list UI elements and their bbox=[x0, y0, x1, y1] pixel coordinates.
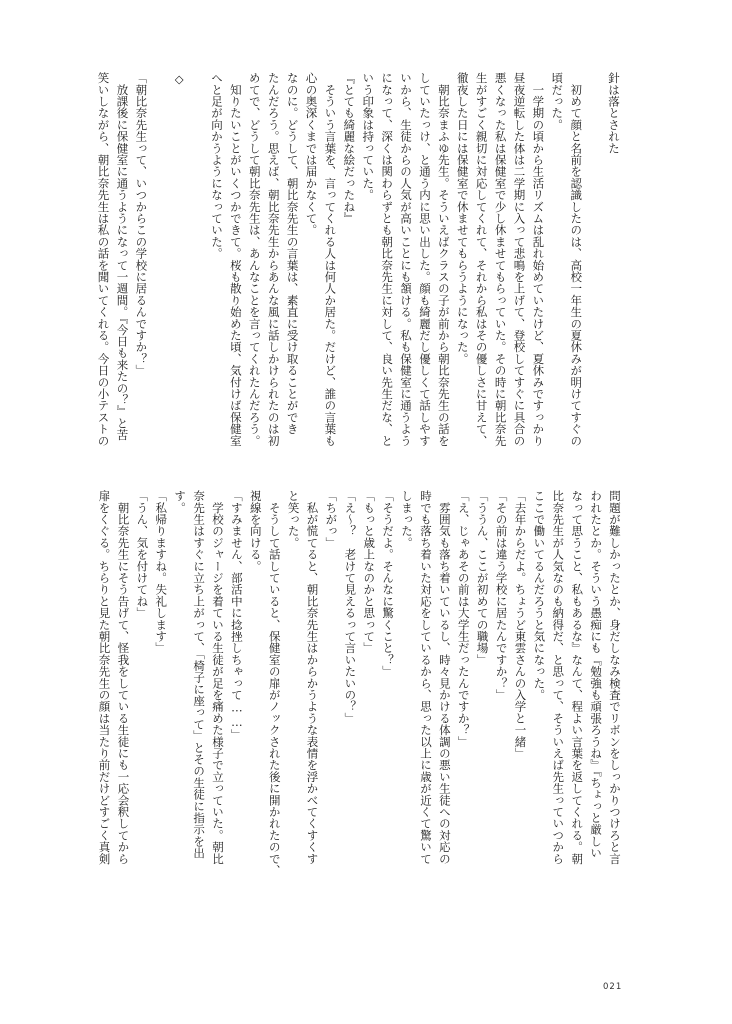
lower-text-line: 問題が難しかったとか、身だしなみ検査でリボンをしっかりつけろと言 bbox=[608, 490, 622, 865]
upper-text-block bbox=[96, 72, 623, 467]
upper-text-line: 『とても綺麗な絵だったね』 bbox=[342, 72, 357, 225]
upper-text-line: へと足が向かうようになっていた。 bbox=[209, 72, 224, 260]
lower-text-line: 雰囲気も落ち着いているし、時々見かける体調の悪い生徒への対応の bbox=[437, 490, 452, 865]
lower-text-line: 「ちがっ」 bbox=[324, 490, 339, 549]
lower-text-line: 「もっと歳上なのかと思って」 bbox=[362, 490, 377, 654]
upper-text-line: 生がすごく親切に対応してくれて、それから私はその優しさに甘えて、 bbox=[474, 72, 489, 447]
upper-text-line: 一学期の頃から生活リズムは乱れ始めていたけど、夏休みですっかり bbox=[531, 72, 546, 447]
upper-text-line bbox=[150, 72, 169, 467]
upper-text-line: めてで、どうして朝比奈先生は、あんなことを言ってくれたんだろう。 bbox=[247, 72, 262, 447]
lower-text-line: す。 bbox=[173, 490, 188, 514]
upper-text-line: いから、生徒からの人気が高いことにも頷ける。私も保健室に通うよう bbox=[399, 72, 414, 447]
lower-text-line: われたとか。そういう愚痴にも『勉強も頑張ろうね』『ちょっと厳しい bbox=[589, 490, 604, 859]
lower-text-line: 時でも落ち着いた対応をしているから、思った以上に歳が近くて驚いて bbox=[418, 490, 433, 865]
lower-text-line: 「去年からだよ。ちょうど東雲さんの入学と一緒」 bbox=[513, 490, 528, 760]
upper-text-line bbox=[188, 72, 207, 467]
lower-text-line: 「すみません、部活中に捻挫しちゃって……」 bbox=[229, 490, 244, 741]
upper-text-line: ◇ bbox=[172, 72, 187, 87]
upper-text-line: 知りたいことがいくつかできて。桜も散り始めた頃、気付けば保健室 bbox=[228, 72, 243, 447]
lower-text-line: 「え〜？ 老けて見えるって言いたいの？」 bbox=[343, 490, 358, 724]
lower-text-line: 奈先生はすぐに立ち上がって、「椅子に座って」とその生徒に指示を出 bbox=[192, 490, 207, 859]
lower-text-line: 視線を向ける。 bbox=[248, 490, 263, 572]
lower-text-line: 「その前は違う学校に居たんですか？」 bbox=[494, 490, 509, 701]
lower-text-line: と笑った。 bbox=[286, 490, 301, 549]
upper-text-line: いう印象は持っていた。 bbox=[361, 72, 376, 201]
upper-text-line: 徹夜した日には保健室で休ませてもらうようになった。 bbox=[455, 72, 470, 365]
lower-text-line: 私が慌てると、朝比奈先生はからかうような表情を浮かべてくすくす bbox=[305, 490, 320, 865]
lower-text-line: しまった。 bbox=[400, 490, 415, 549]
lower-text-line: 学校のジャージを着ている生徒が足を痛めた様子で立っていた。朝比 bbox=[210, 490, 225, 865]
lower-text-line: ここで働いてるんだろうと気になった。 bbox=[532, 490, 547, 701]
upper-text-line: 頃だった。 bbox=[550, 72, 565, 131]
upper-text-line: 笑いしながら、朝比奈先生は私の話を聞いてくれる。今日の小テストの bbox=[96, 72, 111, 447]
upper-text-line: 放課後に保健室に通うようになって一週間。『今日も来たの？』と苦 bbox=[115, 72, 130, 441]
upper-text-line: 針は落とされた bbox=[607, 72, 621, 154]
upper-text-line: 「朝比奈先生って、いつからこの学校に居るんですか？」 bbox=[134, 72, 149, 377]
lower-text-line: 朝比奈先生にそう告げて、怪我をしている生徒にも一応会釈してから bbox=[116, 490, 131, 865]
lower-text-line: 「ううん、ここが初めての職場」 bbox=[475, 490, 490, 666]
upper-text-line: 心の奥深くまでは届かなくて。 bbox=[304, 72, 319, 236]
upper-text-line bbox=[585, 72, 604, 467]
lower-text-block bbox=[97, 490, 624, 960]
upper-text-line: 朝比奈まふゆ先生。そういえばクラスの子が前から朝比奈先生の話を bbox=[436, 72, 451, 447]
upper-text-line: たんだろう。思えば、朝比奈先生からあんな風に話しかけられたのは初 bbox=[266, 72, 281, 447]
lower-text-line: 「え、じゃあその前は大学生だったんですか？」 bbox=[456, 490, 471, 748]
upper-text-line: になって、深くは関わらずとも朝比奈先生に対して、良い先生だな、と bbox=[380, 72, 395, 447]
upper-text-line: 昼夜逆転した体は二学期に入って悲鳴を上げて、登校してすぐに具合の bbox=[512, 72, 527, 447]
upper-text-line: 悪くなった私は保健室で少し休ませてもらっていた。その時に朝比奈先 bbox=[493, 72, 508, 447]
lower-text-line: そうして話していると、保健室の扉がノックされた後に開かれたので、 bbox=[267, 490, 282, 877]
upper-text-line: そういう言葉を、言ってくれる人は何人か居た。だけど、誰の言葉も bbox=[323, 72, 338, 447]
upper-text-line: なのに。どうして、朝比奈先生の言葉は、素直に受け取ることができ bbox=[285, 72, 300, 435]
lower-text-line: 「私帰りますね。失礼します」 bbox=[154, 490, 169, 654]
lower-text-line: 「うん、気を付けてね」 bbox=[135, 490, 150, 619]
lower-text-line: 「そうだよ。そんなに驚くこと？」 bbox=[381, 490, 396, 678]
lower-text-line: なって思うこと、私もあるな』なんて、程よい言葉を返してくれる。朝 bbox=[570, 490, 585, 865]
lower-text-line: 比奈先生が人気なのも納得だ、と思って、そういえば先生っていつから bbox=[551, 490, 566, 865]
upper-text-line: 初めて顔と名前を認識したのは、高校一年生の夏休みが明けてすぐの bbox=[569, 72, 584, 447]
lower-text-line: 扉をくぐる。ちらりと見た朝比奈先生の顔は当たり前だけどすごく真剣 bbox=[97, 490, 112, 865]
upper-text-line: していたっけ、と通う内に思い出した。顔も綺麗だし優しくて話しやす bbox=[417, 72, 432, 447]
page-number: 021 bbox=[603, 982, 623, 992]
